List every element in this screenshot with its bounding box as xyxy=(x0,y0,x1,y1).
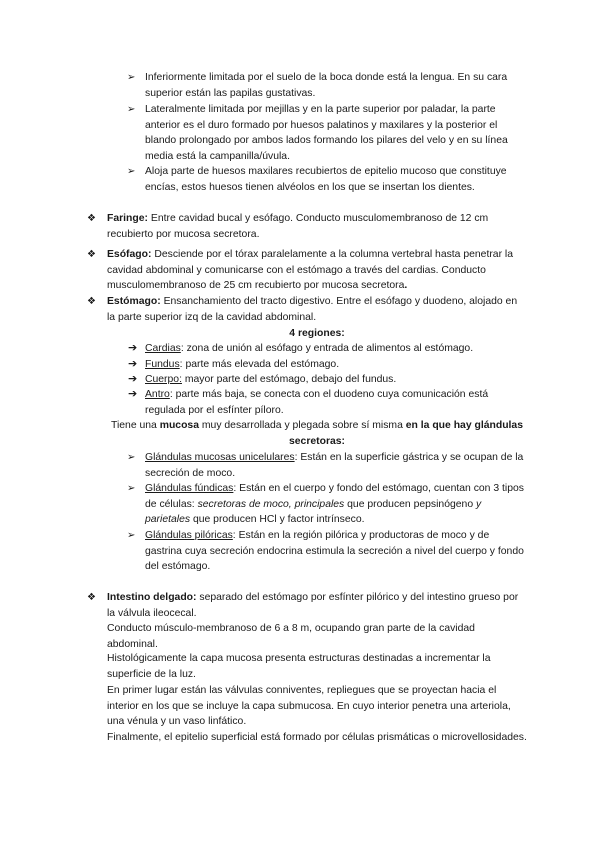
region-antro xyxy=(128,387,525,418)
diamond-bullet-icon: ❖ xyxy=(87,213,96,224)
arrow-icon: ➔ xyxy=(128,342,138,354)
estomago-term: Estómago: xyxy=(107,296,161,307)
estomago-text: Ensanchamiento del tracto digestivo. Entre el esófago y duodeno, alojado en la parte superior izq de la cavidad abdominal. xyxy=(107,296,518,323)
regions-title: 4 regiones: xyxy=(289,328,345,339)
region-desc: mayor parte del estómago, debajo del fundus. xyxy=(181,374,397,385)
bullet-text: Inferiormente limitada por el suelo de la boca donde está la lengua. En su cara superior están las papilas gustativas. xyxy=(145,72,508,99)
sub-bullet-icon: ➢ xyxy=(127,483,136,494)
region-name: Cardias xyxy=(145,343,181,354)
faringe-text: Entre cavidad bucal y esófago. Conducto musculomembranoso de 12 cm recubierto por mucosa secretora. xyxy=(107,213,489,240)
arrow-icon: ➔ xyxy=(128,388,138,400)
gland-name: Glándulas fúndicas xyxy=(145,483,234,494)
esofago-end: . xyxy=(404,280,408,292)
intestino-paragraph-3: En primer lugar están las válvulas conniventes, repliegues que se proyectan hacia el interior en los que se incluye la capa submucosa. En cuyo interior penetra una arteriola, una vénula y un vaso linfático. xyxy=(107,685,511,728)
sub-bullet-icon: ➢ xyxy=(127,452,136,463)
gland-fundicas: ➢ Glándulas fúndicas: Están en el cuerpo y fondo del estómago, cuentan con 3 tipos de células: secretoras de moco, principales que producen pepsinógeno y parietales que producen HCl y factor intrínseco. xyxy=(127,483,524,526)
region-cuerpo xyxy=(128,372,525,388)
arrow-icon: ➔ xyxy=(128,358,138,370)
arrow-icon: ➔ xyxy=(128,373,138,385)
diamond-bullet-icon: ❖ xyxy=(87,296,96,307)
region-desc: : zona de unión al esófago y entrada de alimentos al estómago. xyxy=(180,343,474,354)
region-name: Fundus xyxy=(145,359,180,370)
sub-bullet-icon: ➢ xyxy=(127,530,136,541)
faringe-term: Faringe: xyxy=(107,213,148,224)
esofago-text: Desciende por el tórax paralelamente a la columna vertebral hasta penetrar la cavidad abdominal y comunicarse con el estómago a través del cardias. Conducto musculomembranoso de 25 cm recubierto por mucosa secretora xyxy=(107,249,514,292)
bullet-boca-lateral xyxy=(127,102,525,164)
section-estomago xyxy=(87,294,527,325)
gland-pilloricas xyxy=(127,528,525,575)
region-cardias xyxy=(128,341,525,357)
section-esofago xyxy=(87,247,527,294)
bullet-boca-inferior xyxy=(127,70,525,101)
region-desc: : parte más elevada del estómago. xyxy=(179,359,340,370)
intestino-term: Intestino delgado: xyxy=(107,592,197,603)
sub-bullet-icon: ➢ xyxy=(127,72,136,83)
bullet-boca-maxilares xyxy=(127,164,525,195)
diamond-bullet-icon: ❖ xyxy=(87,592,96,603)
diamond-bullet-icon: ❖ xyxy=(87,249,96,260)
mucosa-statement: Tiene una mucosa muy desarrollada y plegada sobre sí misma en la que hay glándulas secretoras: xyxy=(111,420,523,447)
bullet-text: Lateralmente limitada por mejillas y en la parte superior por paladar, la parte anterior es el duro formado por huesos palatinos y maxilares y la posterior el blando prolongado por ambos lados formando los pilares del velo y en su línea media está la campanilla/úvula. xyxy=(145,104,508,162)
region-name: Cuerpo: xyxy=(145,374,182,385)
gland-desc: : Están en la superficie gástrica y se ocupan de la secreción de moco. xyxy=(145,452,524,479)
gland-name: Glándulas mucosas unicelulares xyxy=(145,452,295,463)
intestino-paragraph-1: Conducto músculo-membranoso de 6 a 8 m, ocupando gran parte de la cavidad abdominal. xyxy=(107,623,475,650)
sub-bullet-icon: ➢ xyxy=(127,104,136,115)
region-desc: : parte más baja, se conecta con el duodeno cuya comunicación está regulada por el esfínter píloro. xyxy=(145,389,489,416)
gland-mucosas xyxy=(127,450,525,481)
intestino-paragraph-4: Finalmente, el epitelio superficial está formado por células prismáticas o microvellosidades. xyxy=(107,732,527,743)
region-name: Antro xyxy=(145,389,170,400)
bullet-text: Aloja parte de huesos maxilares recubiertos de epitelio mucoso que constituye encías, estos huesos tienen alvéolos en los que se insertan los dientes. xyxy=(145,166,507,193)
intestino-paragraph-2: Histológicamente la capa mucosa presenta estructuras destinadas a incrementar la superficie de la luz. xyxy=(107,653,491,680)
intestino-text: separado del estómago por esfínter pilórico y del intestino grueso por la válvula ileocecal. xyxy=(107,592,519,619)
region-fundus xyxy=(128,357,525,373)
gland-desc: : Están en la región pilórica y productoras de moco y de gastrina cuya secreción endocrina estimula la secreción a nivel del cuerpo y fondo del estómago. xyxy=(145,530,524,573)
esofago-term: Esófago: xyxy=(107,249,152,260)
section-faringe xyxy=(87,211,527,242)
sub-bullet-icon: ➢ xyxy=(127,166,136,177)
section-intestino xyxy=(87,590,527,621)
gland-name: Glándulas pilóricas xyxy=(145,530,233,541)
